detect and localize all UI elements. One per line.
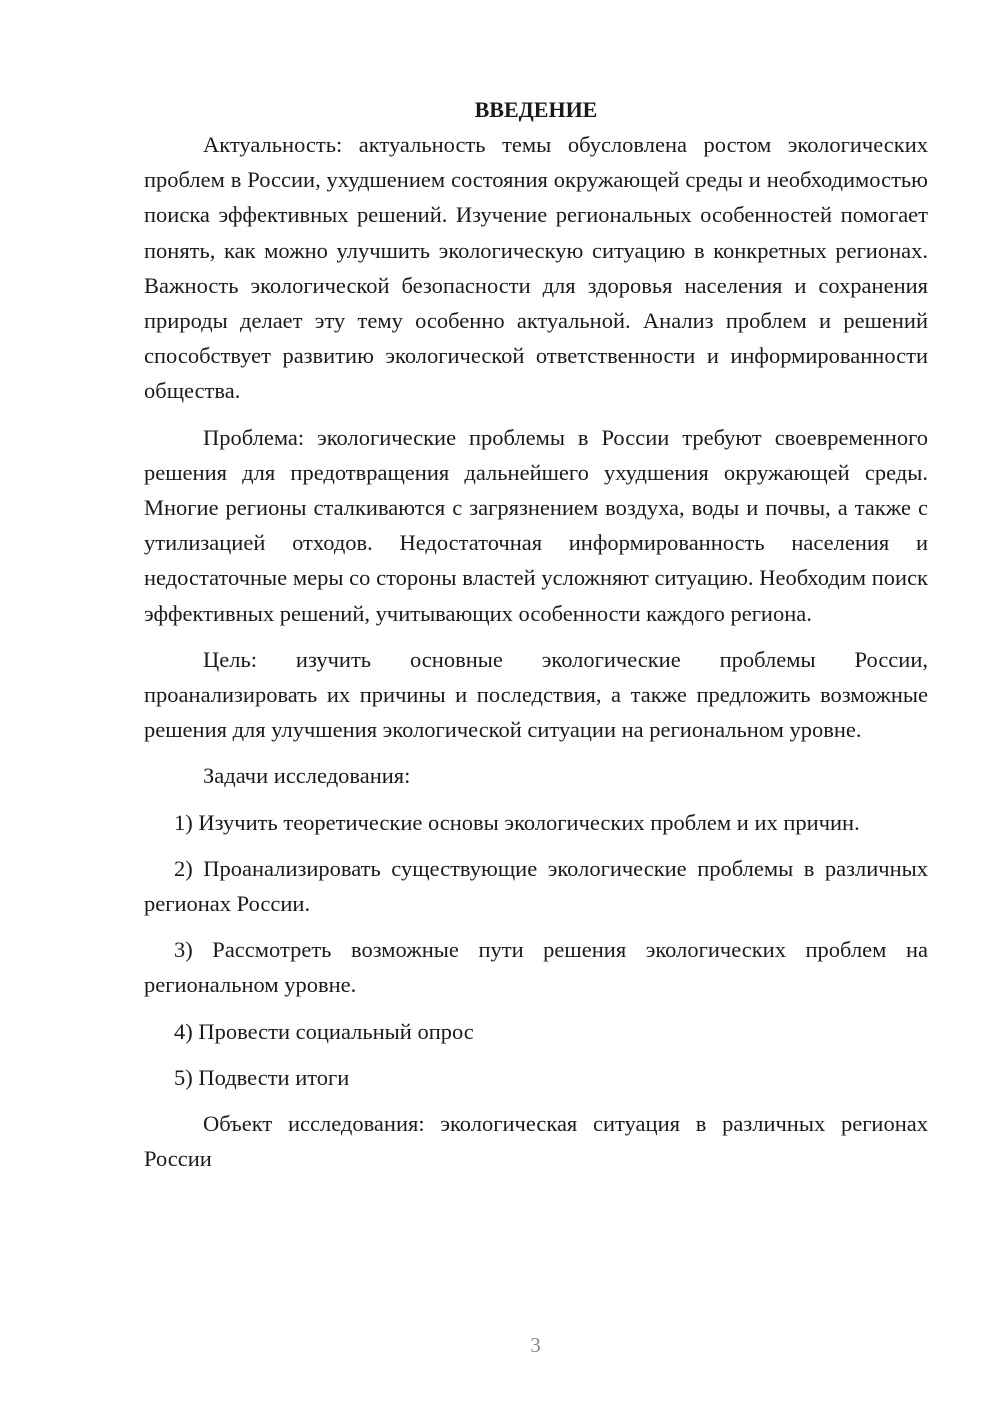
goal-paragraph: Цель: изучить основные экологические проблемы России, проанализировать их причины и последствия, а также предложить возможные решения для улучшения экологической ситуации на региональном уровне. — [144, 646, 928, 743]
task-item-1: 1) Изучить теоретические основы экологических проблем и их причин. — [174, 809, 860, 835]
problem-paragraph: Проблема: экологические проблемы в России требуют своевременного решения для предотвращения дальнейшего ухудшения окружающей среды. Многие регионы сталкиваются с загрязнением воздуха, воды и почвы, а также с утилизацией отходов. Недостаточная информированность населения и недостаточные меры со стороны властей усложняют ситуацию. Необходим поиск эффективных решений, учитывающих особенности каждого региона. — [144, 424, 928, 626]
task-item-3: 3) Рассмотреть возможные пути решения экологических проблем на региональном уровне. — [144, 937, 928, 998]
section-title: ВВЕДЕНИЕ — [474, 97, 598, 122]
relevance-paragraph: Актуальность: актуальность темы обусловлена ростом экологических проблем в России, ухудшением состояния окружающей среды и необходимостью поиска эффективных решений. Изучение региональных особенностей помогает понять, как можно улучшить экологическую ситуацию в конкретных регионах. Важность экологической безопасности для здоровья населения и сохранения природы делает эту тему особенно актуальной. Анализ проблем и решений способствует развитию экологической ответственности и информированности общества. — [144, 132, 928, 404]
page-number: 3 — [530, 1333, 541, 1357]
task-item-4: 4) Провести социальный опрос — [174, 1018, 474, 1044]
task-item-2: 2) Проанализировать существующие экологические проблемы в различных регионах России. — [144, 855, 928, 917]
document-page — [144, 92, 928, 1176]
object-paragraph: Объект исследования: экологическая ситуация в различных регионах России — [144, 1111, 928, 1172]
task-item-5: 5) Подвести итоги — [174, 1064, 350, 1090]
tasks-heading: Задачи исследования: — [203, 763, 411, 789]
